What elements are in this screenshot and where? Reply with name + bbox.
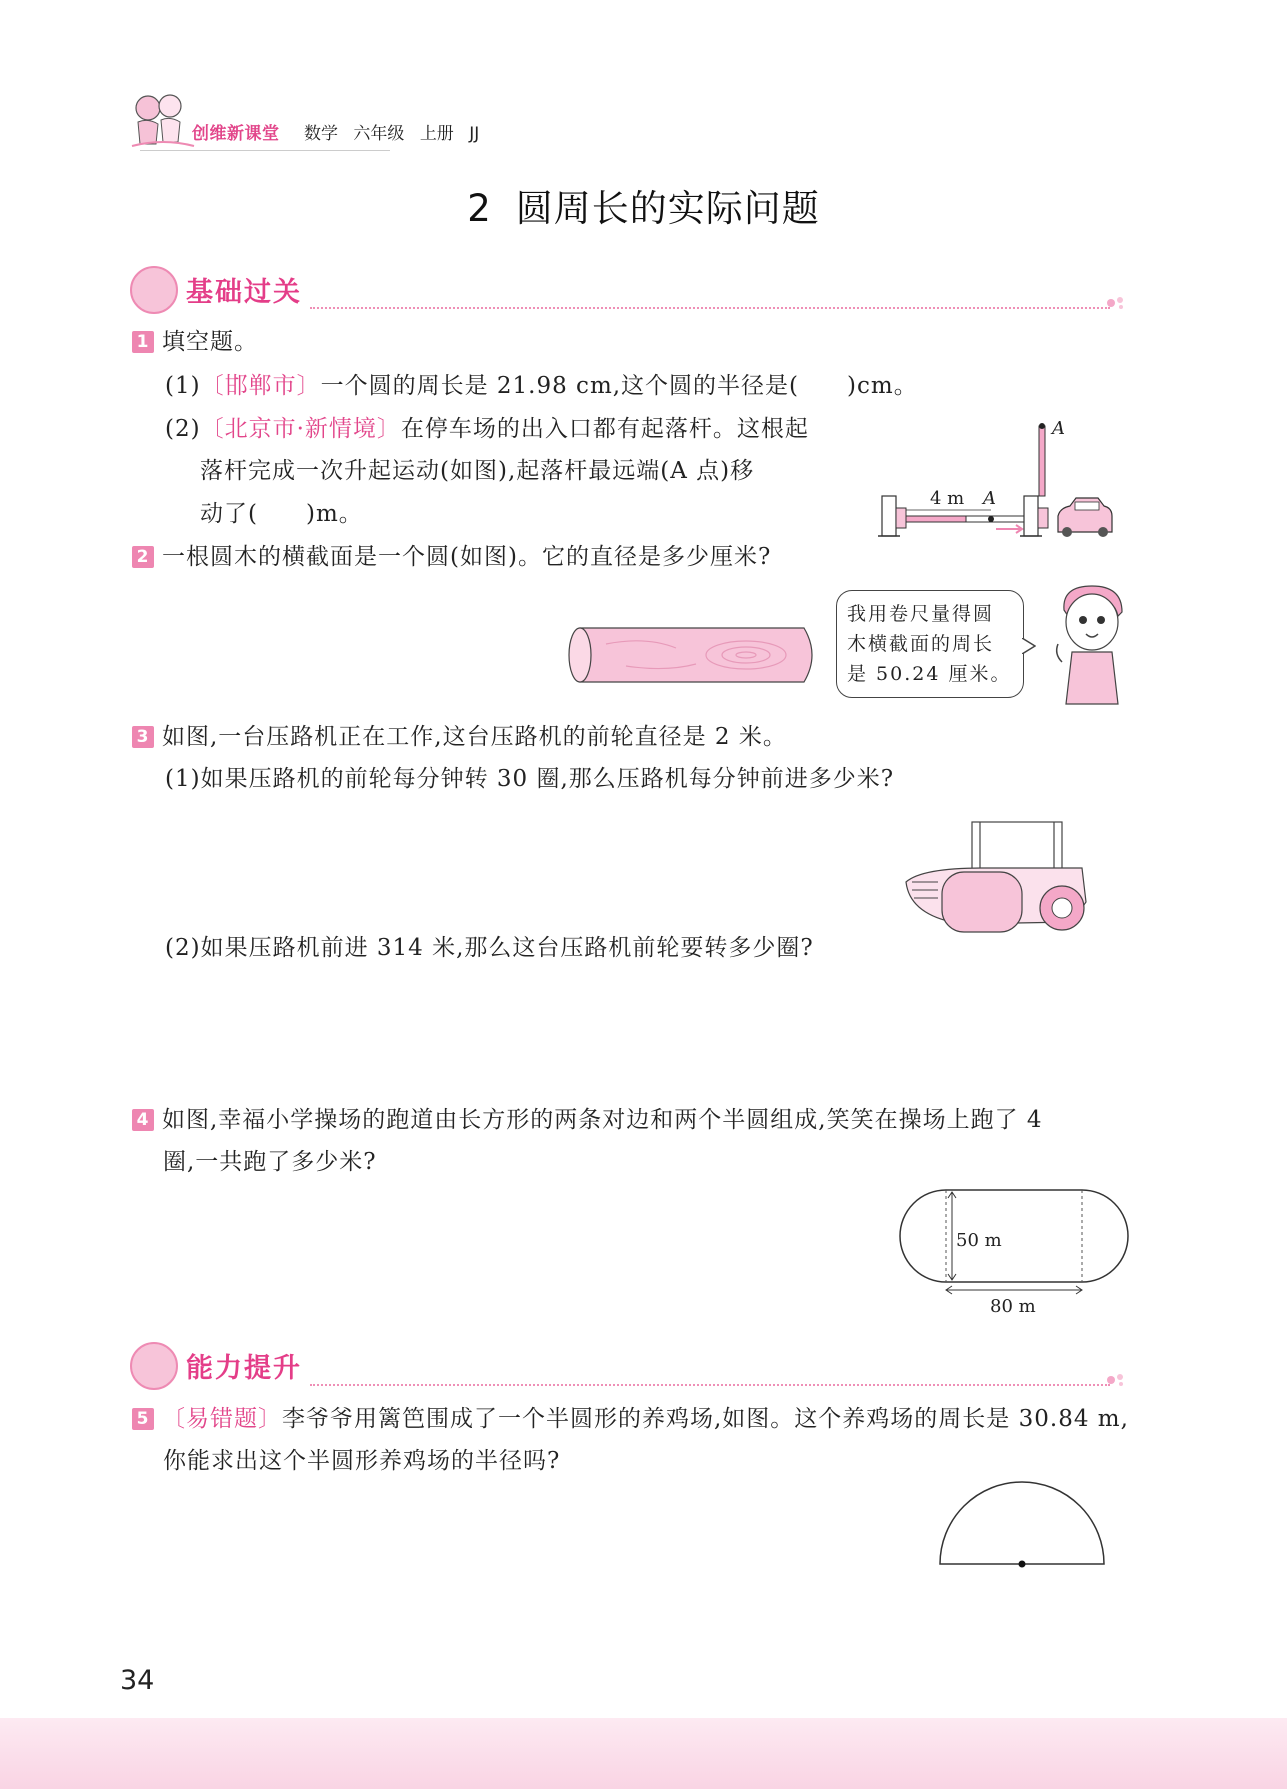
question-2-number: 2 xyxy=(132,546,154,568)
source-tag: 〔易错题〕 xyxy=(162,1406,282,1432)
bar-top-label: A xyxy=(1052,418,1065,439)
question-5-number: 5 xyxy=(132,1408,154,1430)
part-text: 一个圆的周长是 21.98 cm,这个圆的半径是( xyxy=(320,373,800,399)
header-divider xyxy=(140,150,390,151)
speech-bubble xyxy=(836,590,1024,698)
bar-end-label: A xyxy=(983,488,996,509)
question-1-stem: 填空题。 xyxy=(162,329,258,355)
question-3-part-2: (2)如果压路机前进 314 米,那么这台压路机前轮要转多少圈? xyxy=(165,935,814,961)
page-number: 34 xyxy=(120,1665,155,1696)
section-advanced-icon xyxy=(130,1342,178,1390)
question-4-number: 4 xyxy=(132,1109,154,1131)
question-3-part-1: (1)如果压路机的前轮每分钟转 30 圈,那么压路机每分钟前进多少米? xyxy=(165,766,895,792)
section-basic-divider xyxy=(310,307,1110,309)
road-roller-figure xyxy=(902,812,1098,946)
speech-line-3: 是 50.24 厘米。 xyxy=(847,663,1012,685)
footer-band xyxy=(0,1718,1287,1789)
question-5-text-1: 李爷爷用篱笆围成了一个半圆形的养鸡场,如图。这个养鸡场的周长是 30.84 m, xyxy=(282,1406,1129,1432)
track-height-label: 50 m xyxy=(956,1230,1002,1251)
question-4-text-1: 如图,幸福小学操场的跑道由长方形的两条对边和两个半圆组成,笑笑在操场上跑了 4 xyxy=(162,1107,1043,1133)
section-advanced-title: 能力提升 xyxy=(186,1353,302,1384)
part-text: 在停车场的出入口都有起落杆。这根起 xyxy=(400,416,809,442)
edition: JJ xyxy=(469,124,480,144)
log-figure xyxy=(566,626,822,684)
book-info xyxy=(304,119,489,144)
question-3 xyxy=(132,721,787,753)
volume: 上册 xyxy=(419,124,454,144)
question-5-line-1 xyxy=(132,1403,1129,1435)
question-1-part-2-line-3 xyxy=(200,498,363,530)
question-4-line-1 xyxy=(132,1104,1043,1136)
part-text-end: )m。 xyxy=(305,501,363,527)
speech-line-2: 木横截面的周长 xyxy=(847,633,995,655)
question-2 xyxy=(132,541,771,573)
question-3-number: 3 xyxy=(132,726,154,748)
boy-character xyxy=(1052,582,1132,708)
question-3-text: 如图,一台压路机正在工作,这台压路机的前轮直径是 2 米。 xyxy=(162,724,787,750)
question-1-part-2-line-2: 落杆完成一次升起运动(如图),起落杆最远端(A 点)移 xyxy=(200,458,755,484)
question-1-part-1 xyxy=(165,370,918,402)
brand-mascot-logo xyxy=(128,88,198,152)
speech-bubble-tail xyxy=(1022,638,1036,654)
question-2-text: 一根圆木的横截面是一个圆(如图)。它的直径是多少厘米? xyxy=(162,544,772,570)
question-1 xyxy=(132,326,258,358)
question-1-number: 1 xyxy=(132,331,154,353)
question-5-line-2: 你能求出这个半圆形养鸡场的半径吗? xyxy=(163,1448,561,1474)
question-4-line-2: 圈,一共跑了多少米? xyxy=(163,1149,377,1175)
section-advanced-dots-icon xyxy=(1106,1372,1126,1386)
section-advanced-divider xyxy=(310,1384,1110,1386)
grade: 六年级 xyxy=(353,124,405,144)
part-index: (1) xyxy=(165,373,201,399)
source-tag: 〔北京市·新情境〕 xyxy=(200,416,401,442)
bar-length-label: 4 m xyxy=(930,488,965,509)
section-basic-icon xyxy=(130,266,178,314)
barrier-gate-figure xyxy=(870,412,1115,547)
part-text: 动了( xyxy=(200,501,258,527)
source-tag: 〔邯郸市〕 xyxy=(200,373,321,399)
section-basic-title: 基础过关 xyxy=(186,277,302,308)
lesson-title xyxy=(0,178,1287,232)
brand-name: 创维新课堂 xyxy=(192,124,280,144)
speech-line-1: 我用卷尺量得圆 xyxy=(847,603,995,625)
part-index: (2) xyxy=(165,416,201,442)
part-text-end: )cm。 xyxy=(847,373,918,399)
lesson-number: 2 xyxy=(467,187,492,230)
track-figure xyxy=(896,1184,1136,1318)
section-basic-dots-icon xyxy=(1106,295,1126,309)
lesson-title-text: 圆周长的实际问题 xyxy=(515,187,820,230)
track-width-label: 80 m xyxy=(990,1296,1036,1317)
subject: 数学 xyxy=(304,124,338,144)
semicircle-figure xyxy=(938,1480,1108,1570)
question-1-part-2-line-1 xyxy=(165,413,809,445)
